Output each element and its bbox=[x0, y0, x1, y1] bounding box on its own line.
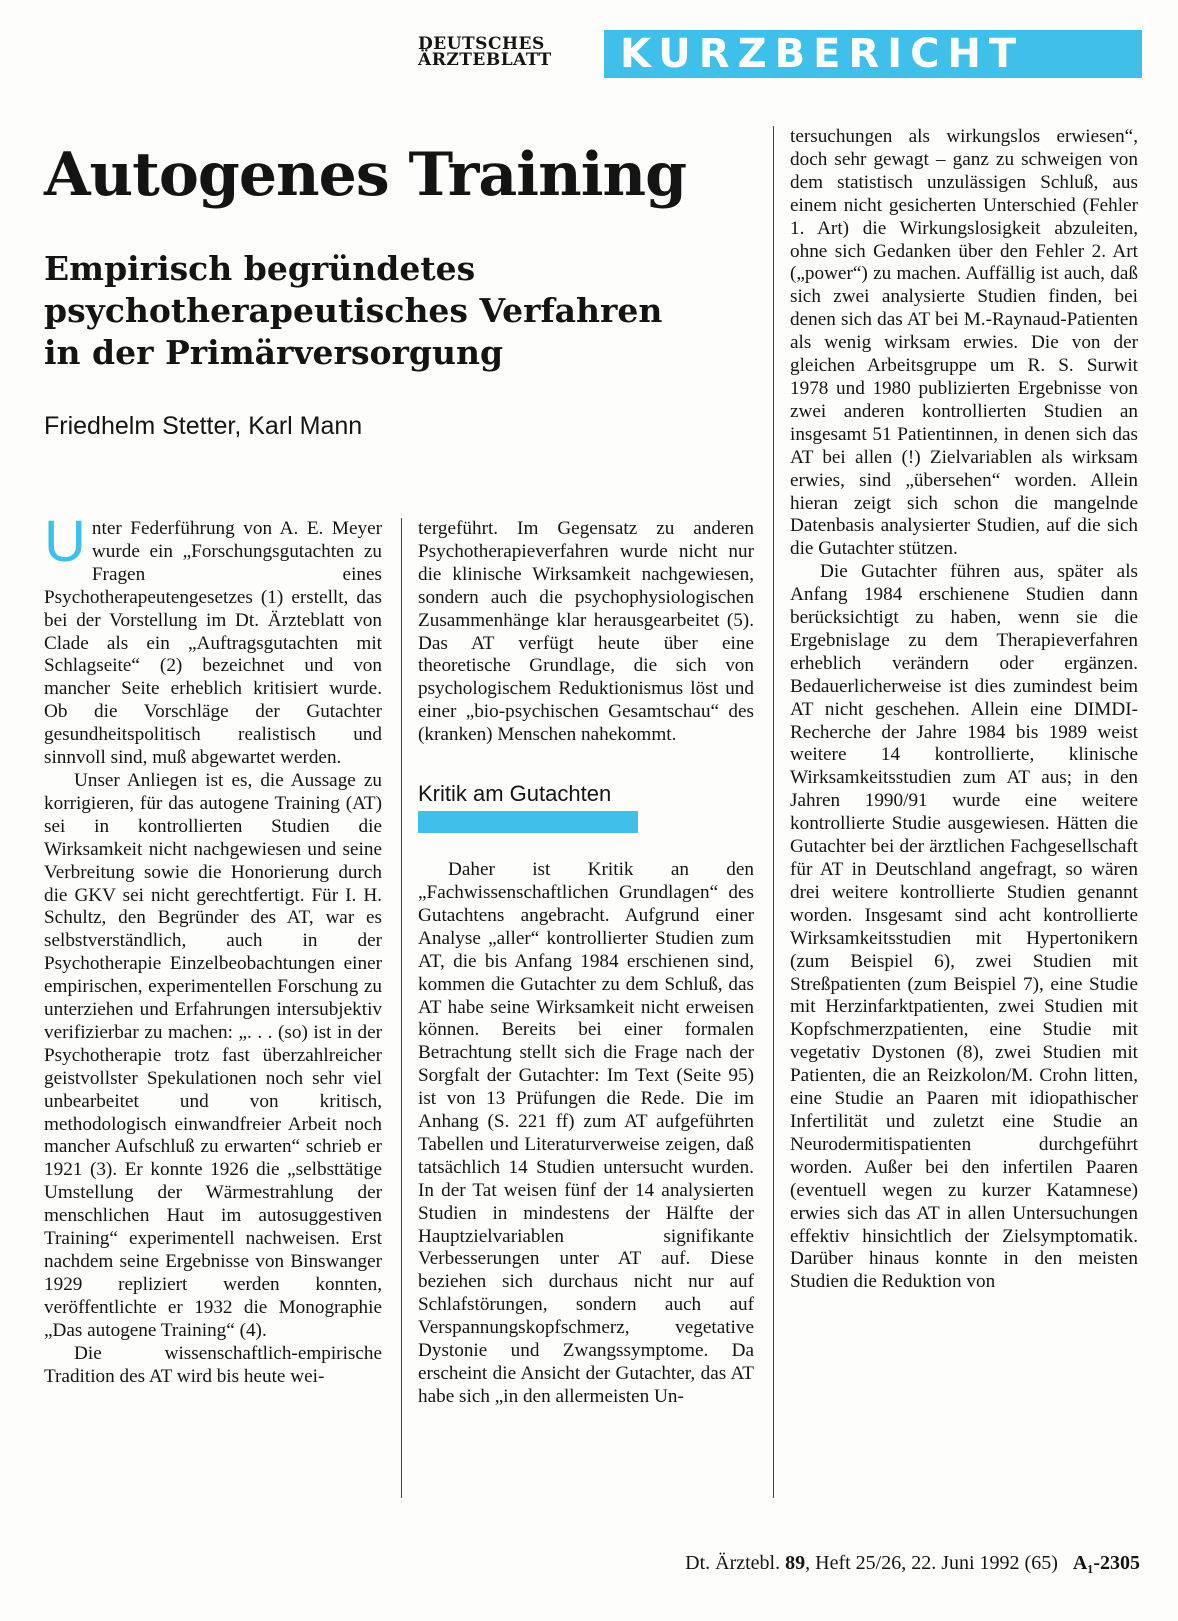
column-divider bbox=[773, 126, 774, 1498]
heading-accent-bar bbox=[418, 811, 638, 833]
paragraph: Die wissenschaftlich-empirische Tradition des AT wird bis heute wei- bbox=[44, 1342, 382, 1387]
text-column-2 bbox=[418, 518, 754, 1409]
column-divider bbox=[401, 518, 402, 1498]
masthead-line-1: DEUTSCHES bbox=[418, 34, 545, 54]
section-heading bbox=[418, 781, 754, 839]
article-subtitle bbox=[44, 248, 764, 374]
subtitle-line: Empirisch begründetes bbox=[44, 249, 476, 288]
article-title: Autogenes Training bbox=[44, 140, 687, 210]
masthead-line-2: ÄRZTEBLATT bbox=[418, 50, 552, 70]
paragraph: Unser Anliegen ist es, die Aussage zu korrigieren, für das autogene Training (AT) sei in kontrollierten Studien die Wirksamkeit nicht nachgewiesen und seine Verbreitung sowie die Honorierung durch die GKV sei nicht gerechtfertigt. Für I. H. Schultz, den Begründer des AT, war es selbstverständlich, auch in der Psychotherapie Einzelbeobachtungen einer empirischen, experimentellen Forschung zu unterziehen und Erfahrungen intersubjektiv verifizierbar zu machen: „. . . (so) ist in der Psychotherapie trotz fast überzahlreicher geistvollster Spekulationen noch sehr viel unbearbeitet und von kritisch, methodologisch einwandfreier Arbeit noch mancher Aufschluß zu erwarten“ schrieb er 1921 (3). Er konnte 1926 die „selbsttätige Umstellung der Wärmestrahlung der menschlichen Haut im autosuggestiven Training“ experimentell nachweisen. Erst nachdem seine Ergebnisse von Binswanger 1929 repliziert werden konnten, veröffentlichte er 1932 die Monographie „Das autogene Training“ (4). bbox=[44, 769, 382, 1341]
paragraph: tersuchungen als wirkungslos erwiesen“, doch sehr gewagt – ganz zu schweigen von dem statistisch unzulässigen Schluß, aus einem nicht gesicherten Unterschied (Fehler 1. Art) die Wirkungslosigkeit abzuleiten, ohne sich Gedanken über den Fehler 2. Art („power“) zu machen. Auffällig ist auch, daß sich zwei analysierte Studien finden, bei denen sich das AT bei M.-Raynaud-Patienten als wenig wirksam erwies. Die von der gleichen Arbeitsgruppe um R. S. Surwit 1978 und 1980 publizierten Ergebnisse von zwei anderen kontrollierten Studien an insgesamt 51 Patientinnen, in denen sich das AT bei allen (!) Zielvariablen als wirksam erwies, sind „übersehen“ worden. Allein hieran zeigt sich schon die mangelnde Datenbasis analysierter Studien, auf die sich die Gutachter stützen. bbox=[790, 126, 1138, 560]
paragraph: Die Gutachter führen aus, später als Anfang 1984 erschienene Studien dann berücksichtigt zu haben, wenn sie die Ergebnislage zu dem Therapieverfahren erheblich verändern oder ergänzen. Bedauerlicherweise ist dies zumindest beim AT nicht geschehen. Allein eine DIMDI-Recherche der Jahre 1984 bis 1989 weist weitere 14 kontrollierte, klinische Wirksamkeitsstudien zum AT aus; in den Jahren 1990/91 wurde eine weitere kontrollierte Studie ausgewiesen. Hätten die Gutachter bei der ärztlichen Fachgesellschaft für AT in Deutschland angefragt, so wären drei weitere kontrollierte Studien genannt worden. Insgesamt sind acht kontrollierte Wirksamkeitsstudien mit Hypertonikern (zum Beispiel 6), zwei Studien mit Streßpatienten (zum Beispiel 7), eine Studie mit Herzinfarktpatienten, zwei Studien mit Kopfschmerzpatienten, eine Studie mit vegetativ Dystonen (8), zwei Studien mit Patienten, die an Reizkolon/M. Crohn litten, eine Studie an Paaren mit idiopathischer Infertilität und zuletzt eine Studie an Neurodermitispatienten durchgeführt worden. Außer bei den infertilen Paaren (eventuell wegen zu kurzer Katamnese) erwies sich das AT in allen Untersuchungen effektiv hinsichtlich der Zielsymptomatik. Darüber hinaus konnte in den meisten Studien die Reduktion von bbox=[790, 561, 1138, 1293]
paragraph: tergeführt. Im Gegensatz zu anderen Psychotherapieverfahren wurde nicht nur die klinische Wirksamkeit nachgewiesen, sondern auch die psychophysiologischen Zusammenhänge klar herausgearbeitet (5). Das AT verfügt heute über eine theoretische Grundlage, die sich von psychologischem Reduktionismus löst und einer „bio-psychischen Gesamtschau“ des (kranken) Menschen nahekommt. bbox=[418, 518, 754, 746]
footer-issue: , Heft 25/26, 22. Juni 1992 (65) bbox=[805, 1552, 1058, 1574]
text-column-3 bbox=[790, 126, 1138, 1294]
subtitle-line: in der Primärversorgung bbox=[44, 333, 504, 372]
section-heading-text: Kritik am Gutachten bbox=[418, 781, 612, 807]
footer-journal: Dt. Ärztebl. bbox=[685, 1552, 781, 1574]
rubric-banner: KURZBERICHT bbox=[604, 30, 1142, 78]
text-column-1 bbox=[44, 509, 382, 1388]
paragraph bbox=[44, 509, 382, 770]
article-authors: Friedhelm Stetter, Karl Mann bbox=[44, 412, 363, 440]
paragraph: Daher ist Kritik an den „Fachwissenschaftlichen Grundlagen“ des Gutachtens angebracht. Aufgrund einer Analyse „aller“ kontrollierter Studien zum AT, die bis Anfang 1984 erschienen sind, kommen die Gutachter zu dem Schluß, das AT habe seine Wirksamkeit nicht erweisen können. Bereits bei einer formalen Betrachtung stellt sich die Frage nach der Sorgfalt der Gutachter: Im Text (Seite 95) ist von 13 Prüfungen die Rede. Die im Anhang (S. 221 ff) zum AT aufgeführten Tabellen und Literaturverweise zeigen, daß tatsächlich 14 Studien untersucht wurden. In der Tat weisen fünf der 14 analysierten Studien in mindestens der Hälfte der Hauptzielvariablen signifikante Verbesserungen unter AT auf. Diese beziehen sich durchaus nicht nur auf Schlafstörungen, sondern auch auf Verspannungskopfschmerz, vegetative Dystonie und Zwangssymptome. Da erscheint die Ansicht der Gutachter, das AT habe sich „in den allermeisten Un- bbox=[418, 859, 754, 1407]
paragraph-text: nter Federführung von A. E. Meyer wurde ein „Forschungsgutachten zu Fragen eines Psychotherapeutengesetzes (1) erstellt, das bei der Vorstellung im Dt. Ärzteblatt von Clade als ein „Auftragsgutachten mit Schlagseite“ (2) bezeichnet und von mancher Seite erheblich kritisiert wurde. Ob die Vorschläge der Gutachter gesundheitspolitisch realistisch und sinnvoll sind, muß abgewartet werden. bbox=[44, 518, 382, 769]
footer-page-number: A₁-2305 bbox=[1072, 1552, 1140, 1574]
subtitle-line: psychotherapeutisches Verfahren bbox=[44, 291, 663, 330]
page-footer bbox=[610, 1552, 1140, 1575]
footer-volume: 89 bbox=[785, 1552, 806, 1574]
masthead bbox=[418, 36, 552, 68]
drop-cap: U bbox=[44, 509, 86, 574]
